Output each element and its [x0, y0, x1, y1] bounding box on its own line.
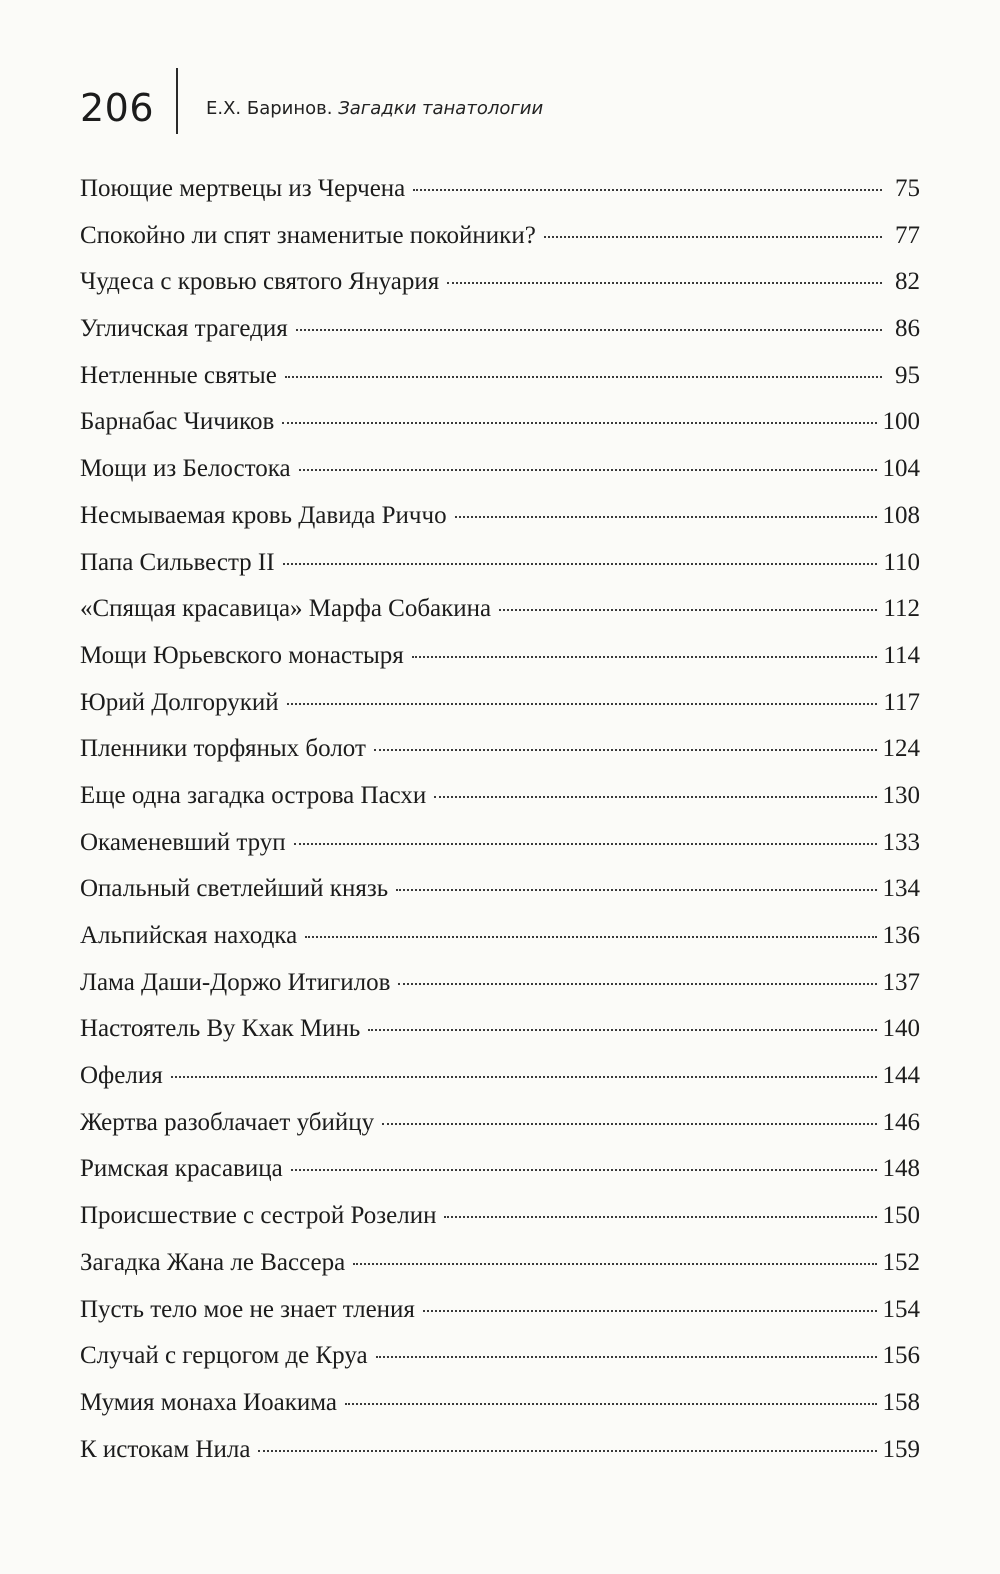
toc-dot-leader	[285, 376, 882, 378]
toc-entry-page-number: 112	[883, 595, 920, 623]
toc-dot-leader	[296, 329, 882, 331]
running-head-author: Е.Х. Баринов.	[206, 98, 333, 119]
running-head-book-title: Загадки танатологии	[338, 98, 544, 119]
toc-entry-title: К истокам Нила	[80, 1435, 251, 1463]
toc-entry-page-number: 134	[882, 875, 920, 903]
toc-entry-title: Мощи Юрьевского монастыря	[80, 641, 404, 669]
toc-entry	[80, 1380, 920, 1427]
toc-entry	[80, 1287, 920, 1334]
toc-dot-leader	[287, 703, 878, 705]
toc-entry	[80, 820, 920, 867]
toc-dot-leader	[398, 983, 876, 985]
toc-dot-leader	[258, 1450, 876, 1452]
toc-entry-page-number: 104	[882, 455, 920, 483]
toc-entry-title: Лама Даши-Доржо Итигилов	[80, 968, 391, 996]
toc-entry-page-number: 110	[883, 548, 920, 576]
toc-entry	[80, 166, 920, 213]
toc-dot-leader	[299, 469, 877, 471]
toc-dot-leader	[282, 422, 876, 424]
toc-dot-leader	[444, 1216, 876, 1218]
toc-entry	[80, 680, 920, 727]
toc-entry-title: Угличская трагедия	[80, 315, 288, 343]
toc-entry-page-number: 154	[882, 1295, 920, 1323]
toc-entry	[80, 213, 920, 260]
toc-dot-leader	[294, 843, 877, 845]
toc-entry	[80, 306, 920, 353]
toc-dot-leader	[305, 936, 876, 938]
toc-entry-page-number: 100	[882, 408, 920, 436]
toc-entry-page-number: 136	[882, 922, 920, 949]
toc-dot-leader	[345, 1403, 877, 1405]
toc-entry-title: Поющие мертвецы из Черчена	[80, 175, 406, 202]
toc-entry-page-number: 156	[882, 1342, 920, 1370]
toc-entry-page-number: 144	[882, 1062, 920, 1090]
toc-entry-page-number: 114	[883, 641, 920, 669]
toc-entry	[80, 586, 920, 633]
toc-entry	[80, 259, 920, 306]
toc-entry-page-number: 130	[882, 781, 920, 809]
toc-entry-title: Несмываемая кровь Давида Риччо	[80, 501, 447, 529]
toc-entry-title: Еще одна загадка острова Пасхи	[80, 781, 427, 809]
toc-entry	[80, 353, 920, 400]
toc-entry-page-number: 95	[895, 361, 920, 389]
toc-dot-leader	[353, 1263, 876, 1265]
toc-entry	[80, 1146, 920, 1193]
toc-entry	[80, 1333, 920, 1380]
toc-entry-title: Альпийская находка	[80, 922, 298, 949]
toc-dot-leader	[423, 1310, 877, 1312]
toc-entry-title: Жертва разоблачает убийцу	[80, 1108, 375, 1136]
toc-entry-page-number: 133	[882, 828, 920, 856]
toc-entry-page-number: 108	[882, 501, 920, 529]
toc-dot-leader	[412, 656, 878, 658]
toc-entry-title: Случай с герцогом де Круа	[80, 1342, 368, 1370]
toc-entry	[80, 866, 920, 913]
toc-dot-leader	[455, 516, 877, 518]
toc-entry	[80, 540, 920, 587]
toc-dot-leader	[171, 1076, 877, 1078]
toc-entry	[80, 913, 920, 960]
toc-entry	[80, 1193, 920, 1240]
toc-entry-page-number: 158	[882, 1388, 920, 1416]
toc-dot-leader	[396, 889, 876, 891]
toc-entry-page-number: 124	[882, 735, 920, 763]
toc-entry-page-number: 77	[895, 221, 920, 249]
toc-entry	[80, 633, 920, 680]
toc-entry-page-number: 152	[882, 1248, 920, 1276]
toc-entry-page-number: 159	[882, 1435, 920, 1463]
toc-dot-leader	[447, 282, 882, 284]
toc-entry	[80, 1240, 920, 1287]
toc-dot-leader	[283, 563, 878, 565]
toc-entry	[80, 493, 920, 540]
toc-entry-title: Пленники торфяных болот	[80, 735, 366, 763]
toc-entry-page-number: 75	[895, 175, 920, 202]
toc-entry-title: Юрий Долгорукий	[80, 688, 279, 716]
toc-entry-page-number: 137	[882, 968, 920, 996]
toc-entry-title: Папа Сильвестр II	[80, 548, 275, 576]
toc-entry-title: Спокойно ли спят знаменитые покойники?	[80, 221, 536, 249]
table-of-contents	[80, 166, 920, 1473]
toc-entry	[80, 1053, 920, 1100]
toc-entry-page-number: 148	[882, 1155, 920, 1183]
toc-entry-page-number: 140	[882, 1015, 920, 1043]
toc-entry-title: Барнабас Чичиков	[80, 408, 275, 436]
toc-entry	[80, 1100, 920, 1147]
toc-dot-leader	[434, 796, 876, 798]
toc-dot-leader	[374, 749, 877, 751]
toc-entry-page-number: 150	[882, 1202, 920, 1230]
toc-entry-title: Загадка Жана ле Вассера	[80, 1248, 346, 1276]
toc-entry-title: Опальный светлейший князь	[80, 875, 389, 903]
toc-entry	[80, 773, 920, 820]
toc-entry-title: Пусть тело мое не знает тления	[80, 1295, 415, 1323]
toc-entry-page-number: 86	[895, 315, 920, 343]
toc-dot-leader	[382, 1123, 876, 1125]
toc-entry-title: Нетленные святые	[80, 361, 277, 389]
toc-dot-leader	[499, 609, 877, 611]
header-divider	[176, 68, 178, 134]
toc-entry-page-number: 146	[882, 1108, 920, 1136]
toc-entry-page-number: 82	[895, 268, 920, 296]
toc-entry-title: Мощи из Белостока	[80, 455, 291, 483]
toc-entry-title: Офелия	[80, 1062, 163, 1090]
page-header	[80, 82, 920, 134]
toc-dot-leader	[544, 236, 882, 238]
toc-entry	[80, 726, 920, 773]
toc-entry-page-number: 117	[883, 688, 920, 716]
toc-entry	[80, 1427, 920, 1474]
toc-entry	[80, 399, 920, 446]
toc-entry	[80, 446, 920, 493]
running-head	[206, 94, 543, 124]
toc-entry-title: Происшествие с сестрой Розелин	[80, 1202, 437, 1230]
toc-entry-title: Окаменевший труп	[80, 828, 286, 856]
toc-dot-leader	[413, 189, 882, 191]
toc-entry-title: Римская красавица	[80, 1155, 283, 1183]
toc-entry-title: «Спящая красавица» Марфа Собакина	[80, 595, 492, 623]
toc-entry-title: Чудеса с кровью святого Януария	[80, 268, 440, 296]
toc-entry-title: Мумия монаха Иоакима	[80, 1388, 337, 1416]
toc-entry-title: Настоятель Ву Кхак Минь	[80, 1015, 361, 1043]
toc-dot-leader	[376, 1356, 877, 1358]
page-number: 206	[80, 86, 155, 130]
toc-dot-leader	[368, 1029, 876, 1031]
toc-dot-leader	[291, 1169, 877, 1171]
toc-entry	[80, 1006, 920, 1053]
toc-entry	[80, 960, 920, 1007]
